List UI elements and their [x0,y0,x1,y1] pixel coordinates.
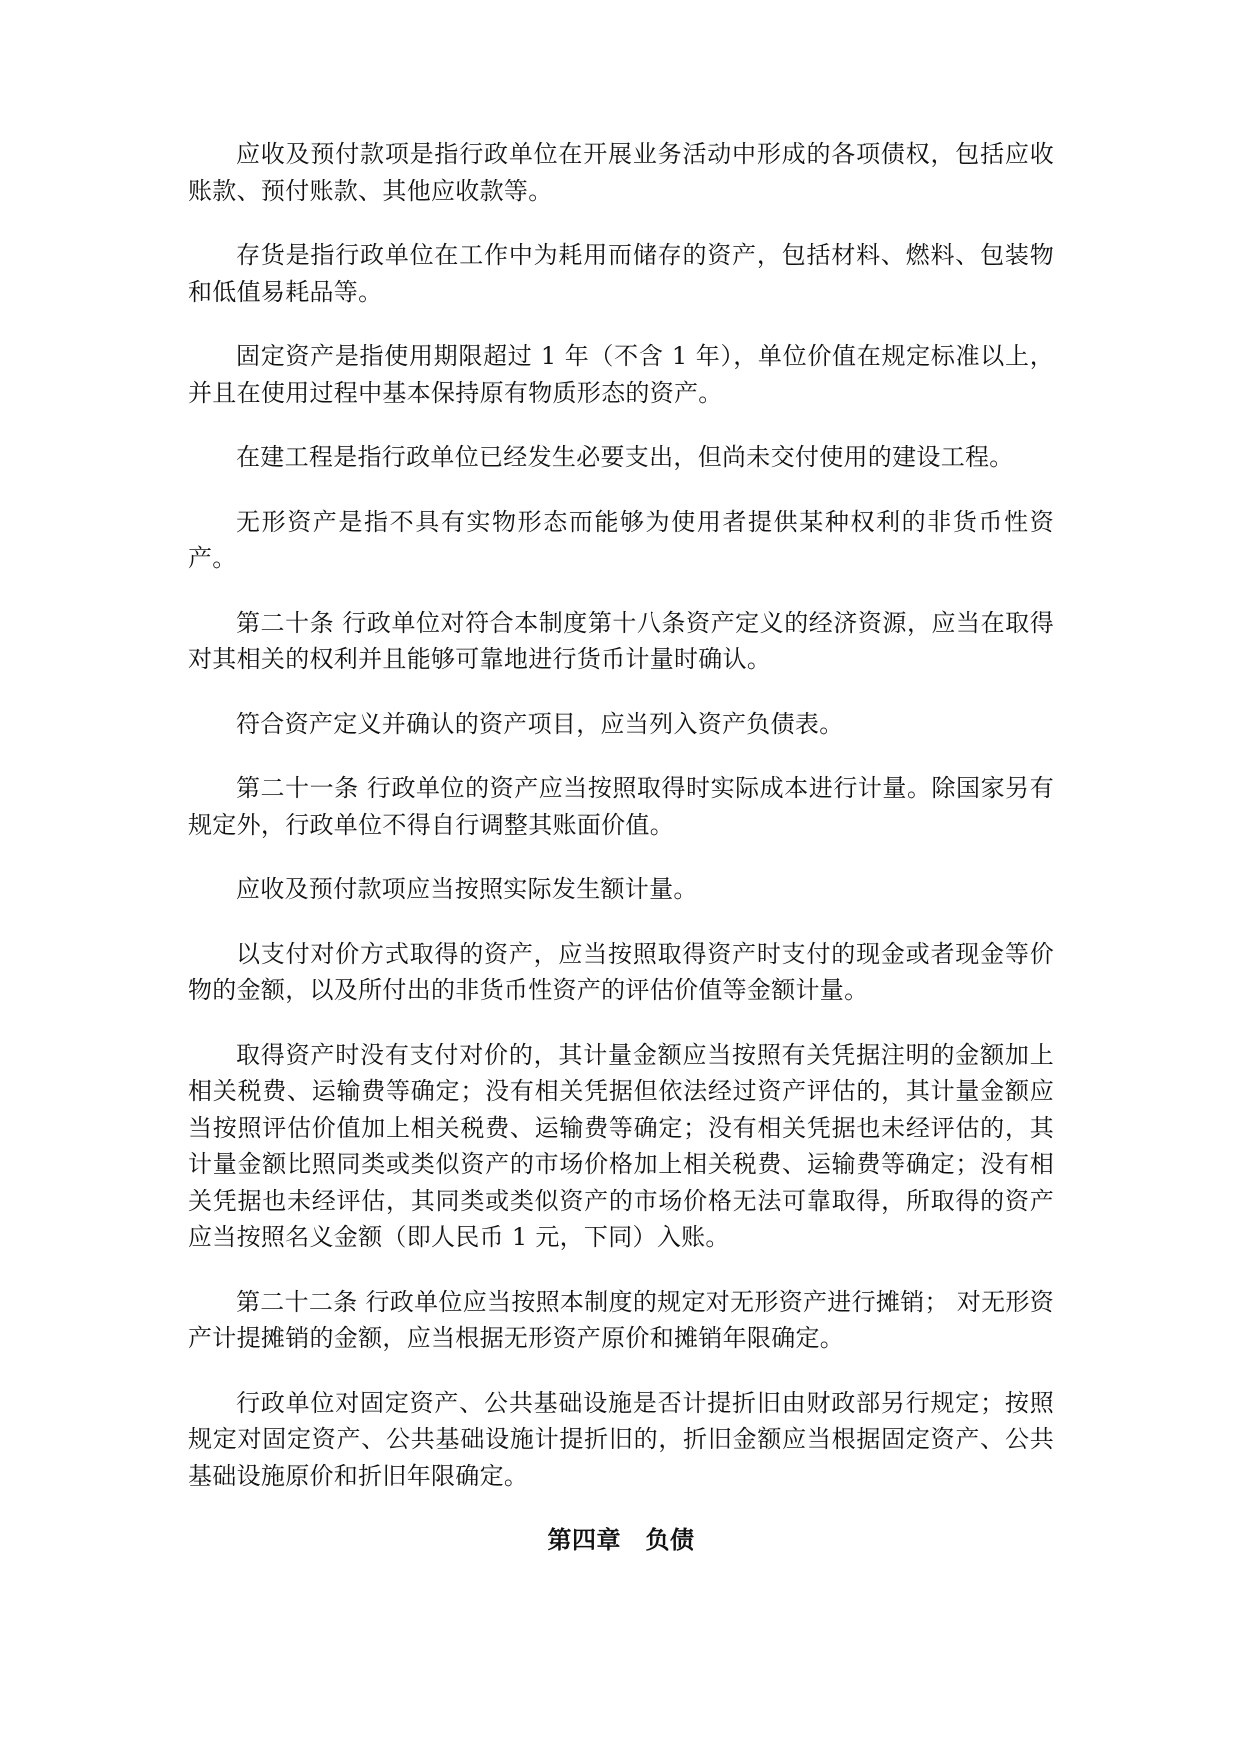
paragraph-article-22: 第二十二条 行政单位应当按照本制度的规定对无形资产进行摊销； 对无形资产计提摊销的金额，应当根据无形资产原价和摊销年限确定。 [188,1287,1054,1352]
paragraph-article-20: 第二十条 行政单位对符合本制度第十八条资产定义的经济资源，应当在取得对其相关的权利并且能够可靠地进行货币计量时确认。 [188,608,1054,673]
paragraph-construction-in-progress: 在建工程是指行政单位已经发生必要支出，但尚未交付使用的建设工程。 [236,443,1014,471]
paragraph-receivables-measurement: 应收及预付款项应当按照实际发生额计量。 [236,875,698,903]
chapter-heading: 第四章 负债 [547,1526,695,1554]
paragraph-article-21: 第二十一条 行政单位的资产应当按照取得时实际成本进行计量。除国家另有规定外，行政单位不得自行调整其账面价值。 [188,774,1054,839]
paragraph-balance-sheet: 符合资产定义并确认的资产项目，应当列入资产负债表。 [236,709,844,738]
paragraph-inventory: 存货是指行政单位在工作中为耗用而储存的资产，包括材料、燃料、包装物和低值易耗品等。 [188,241,1054,306]
paragraph-fixed-assets: 固定资产是指使用期限超过 1 年（不含 1 年），单位价值在规定标准以上，并且在使用过程中基本保持原有物质形态的资产。 [188,342,1054,407]
paragraph-consideration-paid: 以支付对价方式取得的资产，应当按照取得资产时支付的现金或者现金等价物的金额，以及所付出的非货币性资产的评估价值等金额计量。 [188,939,1054,1004]
document-page [188,136,1054,1558]
paragraph-receivables: 应收及预付款项是指行政单位在开展业务活动中形成的各项债权，包括应收账款、预付账款、其他应收款等。 [188,140,1054,205]
paragraph-depreciation: 行政单位对固定资产、公共基础设施是否计提折旧由财政部另行规定；按照规定对固定资产、公共基础设施计提折旧的，折旧金额应当根据固定资产、公共基础设施原价和折旧年限确定。 [188,1388,1054,1490]
paragraph-intangible-assets: 无形资产是指不具有实物形态而能够为使用者提供某种权利的非货币性资产。 [188,507,1054,572]
paragraph-no-consideration: 取得资产时没有支付对价的，其计量金额应当按照有关凭据注明的金额加上相关税费、运输费等确定；没有相关凭据但依法经过资产评估的，其计量金额应当按照评估价值加上相关税费、运输费等确定；没有相关凭据也未经评估的，其计量金额比照同类或类似资产的市场价格加上相关税费、运输费等确定；没有相关凭据也未经评估，其同类或类似资产的市场价格无法可靠取得，所取得的资产应当按照名义金额（即人民币 1 元，下同）入账。 [188,1040,1054,1251]
